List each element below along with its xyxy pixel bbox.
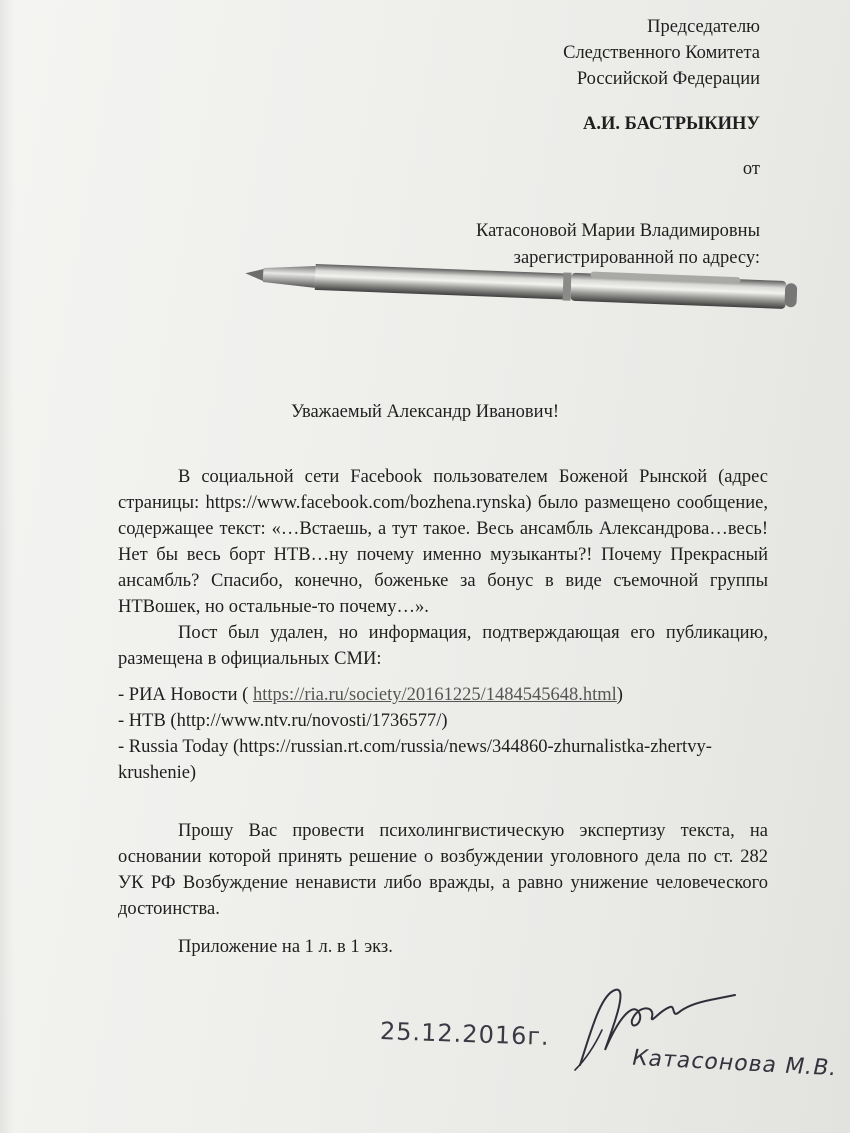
handwritten-name: Катасонова М.В. <box>629 1045 841 1082</box>
paragraph-facebook-post <box>118 464 768 620</box>
page-edge-shadow <box>0 0 14 1133</box>
addressee-line-1: Председателю <box>647 17 760 37</box>
pen-tip <box>245 268 263 281</box>
source-rt: - Russia Today (https://russian.rt.com/russia/news/344860-zhurnalistka-zhertvy-krushenie) <box>118 737 712 783</box>
paragraph-2-text: Пост был удален, но информация, подтверждающая его публикацию, размещена в официальных СМИ: <box>118 623 768 669</box>
addressee-from: от <box>742 159 760 179</box>
pen-ring <box>563 272 572 300</box>
paragraph-request <box>118 818 768 922</box>
paragraph-3-text: Прошу Вас провести психолингвистическую экспертизу текста, на основании которой принять решение о возбуждении уголовного дела по ст. 282 УК РФ Возбуждение ненависти либо вражды, а равно унижение человеческого достоинства. <box>118 821 768 919</box>
addressee-line-2: Следственного Комитета <box>563 43 760 63</box>
sender-address-label: зарегистрированной по адресу: <box>513 248 760 268</box>
addressee-name: А.И. БАСТРЫКИНУ <box>583 114 760 134</box>
source-ria-link[interactable]: https://ria.ru/society/20161225/1484545648.html <box>252 685 617 705</box>
source-ria-prefix: - РИА Новости ( <box>118 685 253 705</box>
paragraph-attachment <box>118 934 768 960</box>
signature-area <box>370 975 850 1115</box>
sender-name: Катасоновой Марии Владимировны <box>476 221 760 241</box>
source-ntv: - НТВ (http://www.ntv.ru/novosti/1736577/) <box>118 711 448 731</box>
pen-cone <box>263 264 316 288</box>
greeting: Уважаемый Александр Иванович! <box>290 402 560 422</box>
pen-image <box>245 262 805 312</box>
pen-end <box>784 283 797 307</box>
source-ria-suffix: ) <box>616 685 623 705</box>
addressee-line-3: Российской Федерации <box>576 69 760 89</box>
source-ria <box>118 682 768 708</box>
handwritten-date: 25.12.2016г. <box>379 1017 551 1051</box>
paragraph-1-text: В социальной сети Facebook пользователем Боженой Рынской (адрес страницы: https://www.facebook.com/bozhena.rynska) было размещено сообщение, содержащее текст: «…Встаешь, а тут такое. Весь ансамбль Александрова…весь! Нет бы весь борт НТВ…ну почему именно музыканты?! Почему Прекрасный ансамбль? Спасибо, конечно, боженьке за бонус в виде съемочной группы НТВошек, но остальные-то почему…». <box>118 467 768 617</box>
paragraph-4-text: Приложение на 1 л. в 1 экз. <box>178 937 393 957</box>
pen-barrel <box>315 264 566 300</box>
sources-list <box>118 682 768 786</box>
addressee-block <box>340 14 760 182</box>
paragraph-post-deleted <box>118 620 768 672</box>
